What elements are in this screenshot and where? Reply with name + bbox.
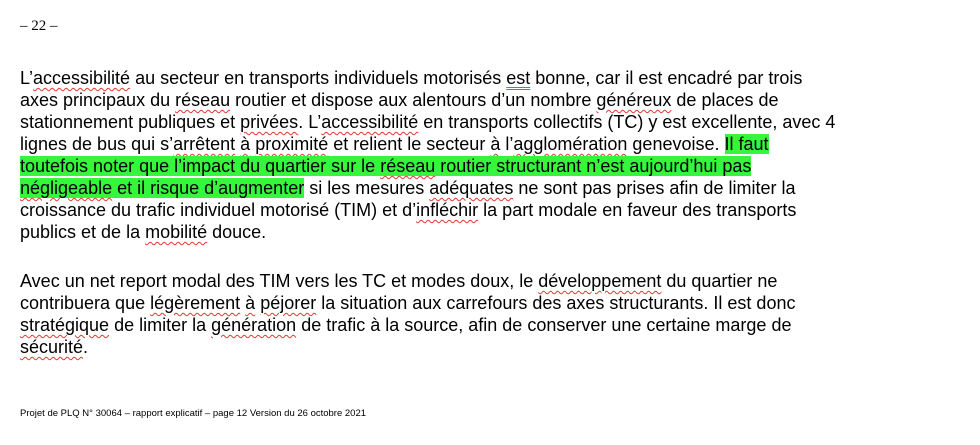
document-footer: Projet de PLQ N° 30064 – rapport explicatif – page 12 Version du 26 octobre 2021 [20, 408, 367, 419]
spelling-flagged-word: accessibilité [33, 68, 131, 88]
text-segment: routier et dispose aux alentours d’un nombre [230, 90, 597, 110]
text-segment: Avec un net report modal des TIM vers les TC et modes doux, le [20, 271, 539, 291]
text-segment: croissance du trafic individuel motorisé (TIM) et d’ [20, 200, 417, 220]
text-segment: du quartier ne [661, 271, 778, 291]
text-segment: douce. [207, 222, 267, 242]
spelling-flagged-word: réseau [380, 156, 436, 176]
text-segment: de trafic à la source, afin de conserver une certaine marge de [296, 315, 792, 335]
text-line [20, 111, 920, 133]
spelling-flagged-word: agglomération [513, 134, 628, 154]
spelling-flagged-word: génération [211, 315, 297, 335]
text-segment: au secteur en transports individuels motorisés [130, 68, 507, 88]
highlighted-text: et il risque d’augmenter [112, 178, 305, 198]
page-number: – 22 – [20, 18, 58, 34]
spelling-flagged-word: proximité [255, 134, 329, 154]
spelling-flagged-word: privées [240, 112, 299, 132]
text-line [20, 89, 920, 111]
text-segment: de places de [671, 90, 779, 110]
text-line [20, 177, 920, 199]
text-line [20, 133, 920, 155]
spelling-flagged-word: réseau [175, 90, 231, 110]
spelling-flagged-word: stratégique [20, 315, 110, 335]
text-line [20, 336, 920, 358]
text-segment: la part modale en faveur des transports [478, 200, 797, 220]
spelling-flagged-word: accessibilité [321, 112, 419, 132]
spelling-flagged-word: à [490, 134, 501, 154]
spelling-flagged-word: négligeable [20, 178, 113, 198]
text-segment: et relient le secteur [328, 134, 491, 154]
text-line [20, 155, 920, 177]
spelling-flagged-word: infléchir [416, 200, 479, 220]
spelling-flagged-word: péjorer [260, 293, 317, 313]
spelling-flagged-word: à [240, 134, 251, 154]
spelling-flagged-word: généreux [596, 90, 672, 110]
spelling-flagged-word: développement [538, 271, 662, 291]
grammar-flagged-word: est [506, 68, 531, 88]
highlighted-text: Il faut [724, 134, 769, 154]
spelling-flagged-word: légèrement [150, 293, 241, 313]
highlighted-text: routier structurant n’est aujourd’hui pas [435, 156, 752, 176]
paragraph-modal-shift [20, 270, 920, 358]
spelling-flagged-word: arrêtent [173, 134, 236, 154]
text-segment: lignes de bus qui s’ [20, 134, 174, 154]
text-segment: de limiter la [109, 315, 212, 335]
text-segment: en transports collectifs (TC) y est excellente, avec 4 [418, 112, 836, 132]
text-line [20, 199, 920, 221]
text-segment: publics et de la [20, 222, 146, 242]
text-line [20, 270, 920, 292]
text-segment: contribuera que [20, 293, 151, 313]
text-segment: l’ [500, 134, 514, 154]
text-segment: la situation aux carrefours des axes structurants. Il est donc [316, 293, 796, 313]
text-line [20, 292, 920, 314]
spelling-flagged-word: mobilité [145, 222, 208, 242]
spelling-flagged-word: sécurité [20, 337, 84, 357]
text-segment: genevoise. [627, 134, 725, 154]
text-segment: ne sont pas prises afin de limiter la [513, 178, 796, 198]
highlighted-text: toutefois noter que l’impact du quartier sur le [20, 156, 381, 176]
text-segment: L’ [20, 68, 34, 88]
text-line [20, 67, 920, 89]
text-segment: . L’ [298, 112, 322, 132]
text-segment: bonne, car il est encadré par trois [530, 68, 803, 88]
text-segment: si les mesures [304, 178, 430, 198]
text-line [20, 221, 920, 243]
text-segment: stationnement publiques et [20, 112, 241, 132]
paragraph-accessibility [20, 67, 920, 243]
spelling-flagged-word: à [245, 293, 256, 313]
text-line [20, 314, 920, 336]
spelling-flagged-word: adéquates [429, 178, 514, 198]
text-segment: axes principaux du [20, 90, 176, 110]
text-segment: . [83, 337, 89, 357]
